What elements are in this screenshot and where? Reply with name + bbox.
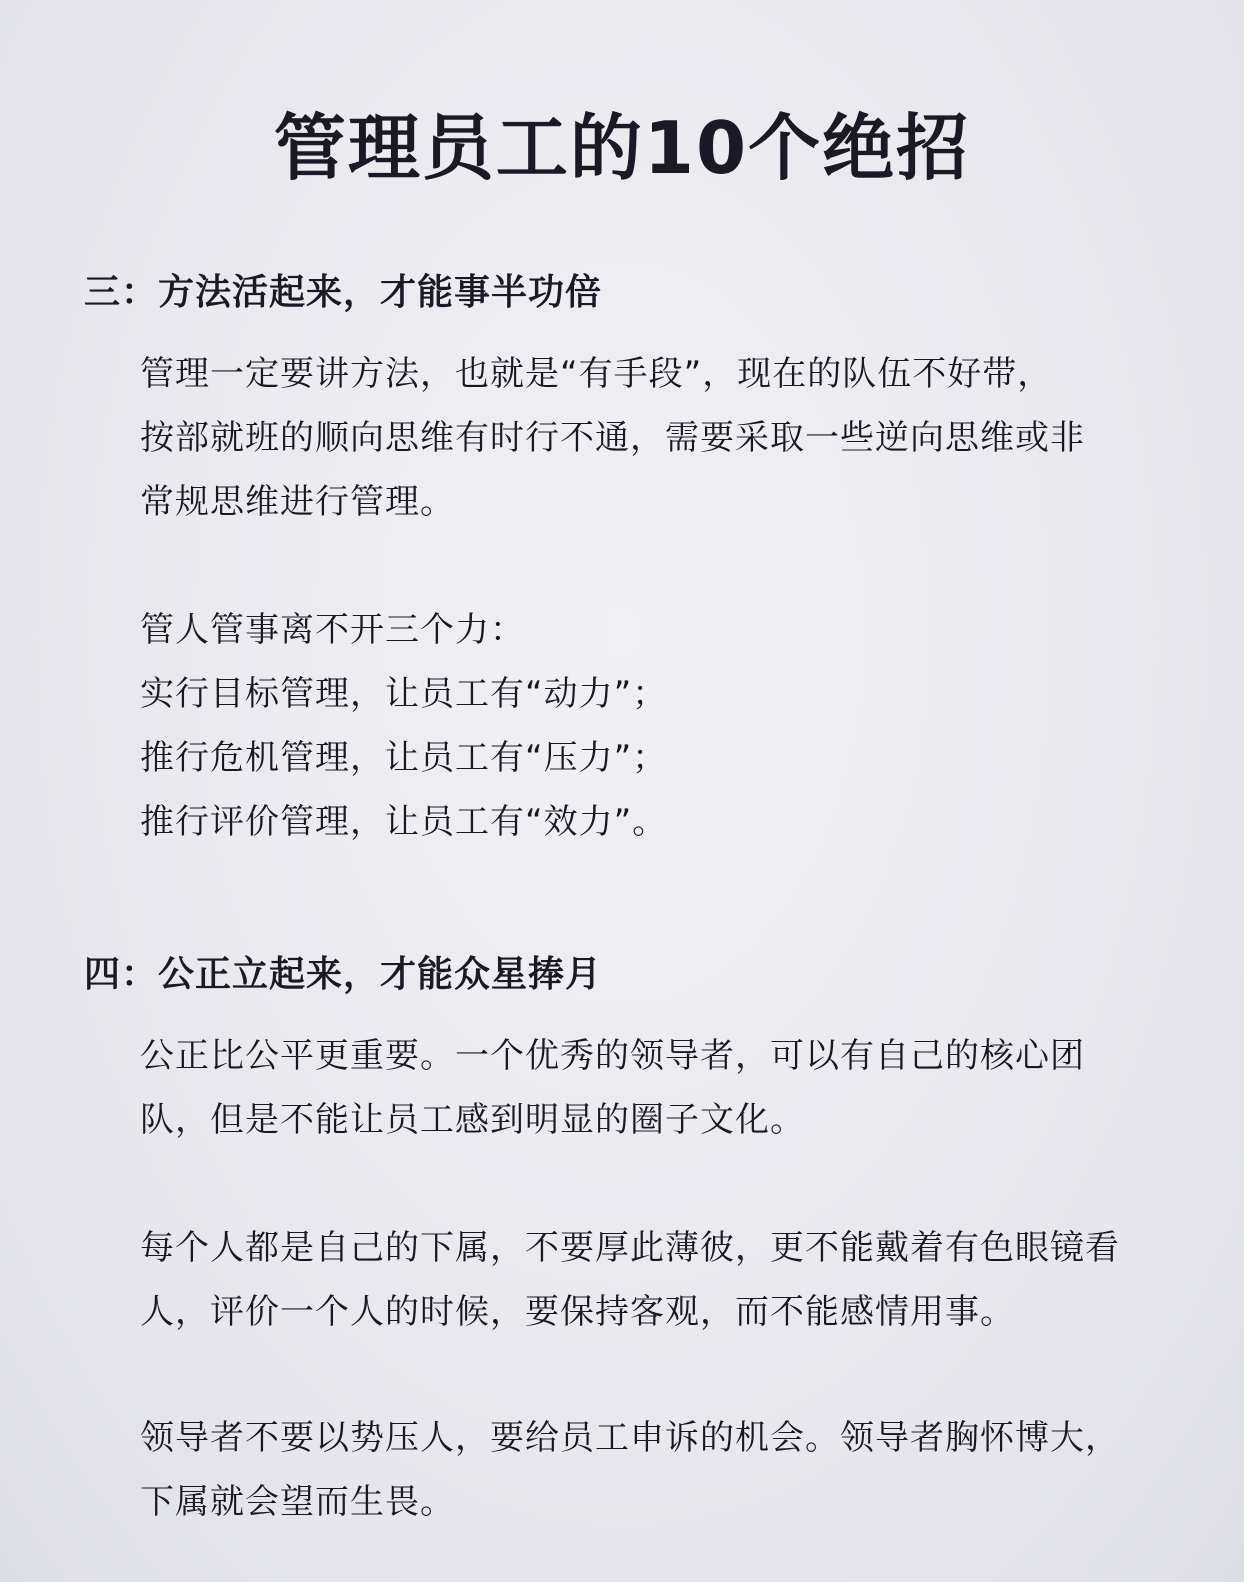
text-line: 推行评价管理，让员工有“效力”。 <box>140 802 668 842</box>
text-line: 人，评价一个人的时候，要保持客观，而不能感情用事。 <box>140 1292 1015 1332</box>
section-heading-3: 三：方法活起来，才能事半功倍 <box>84 272 603 313</box>
text-line: 队，但是不能让员工感到明显的圈子文化。 <box>140 1100 805 1140</box>
section-3-paragraph-1 <box>140 342 1200 534</box>
text-line: 管理一定要讲方法，也就是“有手段”，现在的队伍不好带， <box>140 354 1053 394</box>
text-line: 领导者不要以势压人，要给员工申诉的机会。领导者胸怀博大， <box>140 1418 1120 1458</box>
page-title: 管理员工的10个绝招 <box>273 106 971 190</box>
section-4-paragraph-1 <box>140 1024 1200 1152</box>
section-4-paragraph-3 <box>140 1406 1200 1534</box>
section-4-paragraph-2 <box>140 1216 1200 1344</box>
text-line: 按部就班的顺向思维有时行不通，需要采取一些逆向思维或非 <box>140 418 1085 458</box>
text-line: 下属就会望而生畏。 <box>140 1482 455 1522</box>
text-line: 公正比公平更重要。一个优秀的领导者，可以有自己的核心团 <box>140 1036 1085 1076</box>
text-line: 实行目标管理，让员工有“动力”； <box>140 674 668 714</box>
section-heading-4: 四：公正立起来，才能众星捧月 <box>84 954 603 995</box>
text-line: 常规思维进行管理。 <box>140 482 455 522</box>
text-line: 管人管事离不开三个力： <box>140 610 525 650</box>
text-line: 推行危机管理，让员工有“压力”； <box>140 738 668 778</box>
text-line: 每个人都是自己的下属，不要厚此薄彼，更不能戴着有色眼镜看 <box>140 1228 1120 1268</box>
section-3-paragraph-2 <box>140 598 1200 854</box>
